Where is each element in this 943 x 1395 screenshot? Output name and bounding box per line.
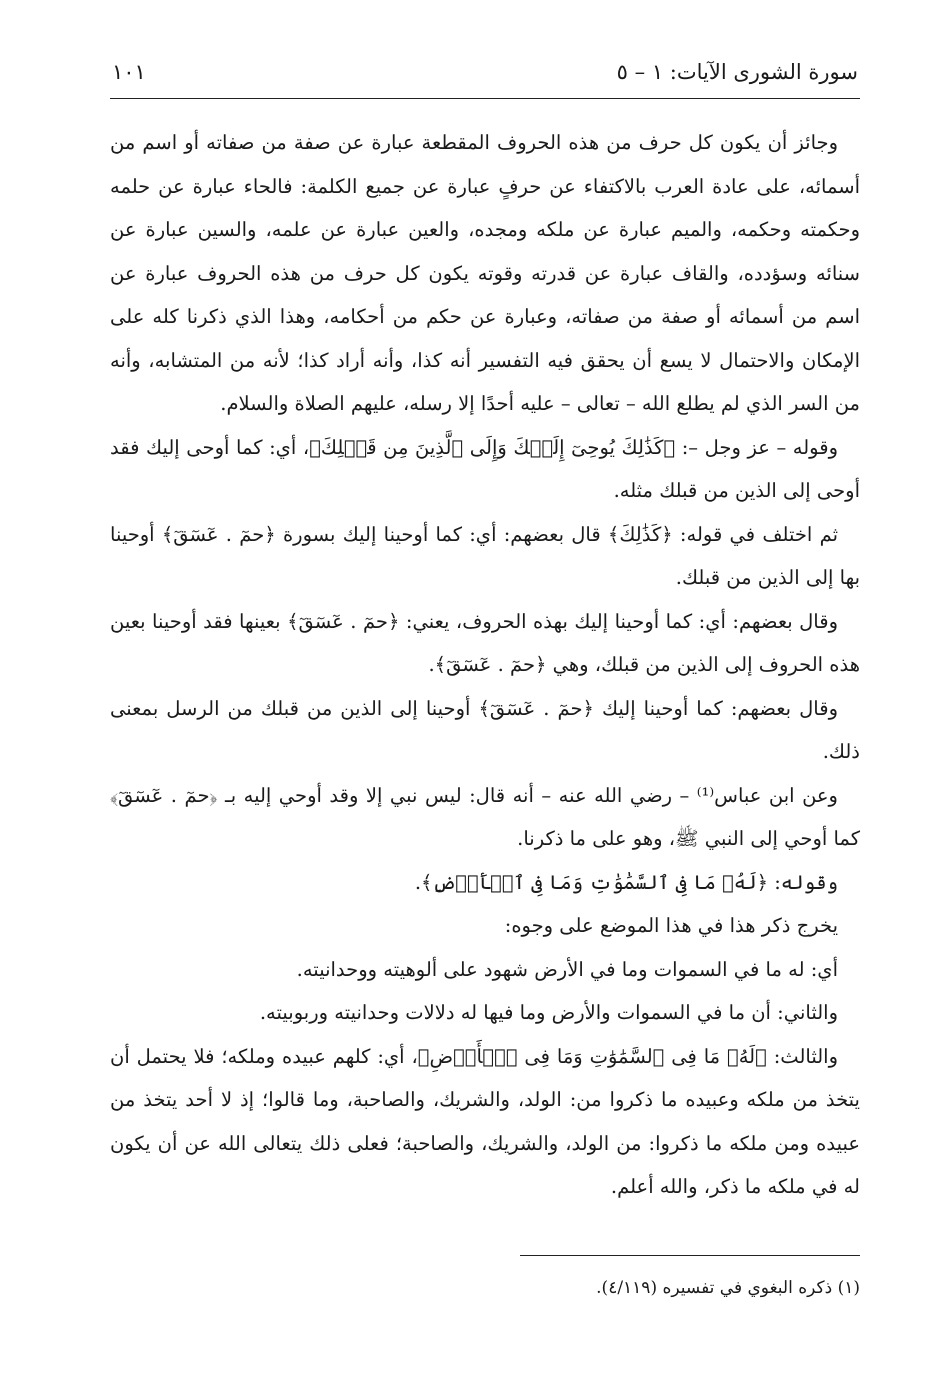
paragraph: وعن ابن عباس⁽¹⁾ – رضي الله عنه – أنه قال: ليس نبي إلا وقد أوحي إليه بـ ﴿حمٓ . عٓسٓقٓ﴾ كما أوحي إلى النبي ﷺ، وهو على ما ذكرنا. <box>110 783 860 850</box>
body-text <box>110 121 860 1209</box>
paragraph: أي: له ما في السموات وما في الأرض شهود على ألوهيته ووحدانيته. <box>296 957 838 981</box>
footnote: (١) ذكره البغوي في تفسيره (٤/١١٩). <box>596 1278 860 1298</box>
paragraph: وقوله: ﴿لَهُۥ مَا فِى ٱلسَّمَٰوَٰتِ وَمَا فِى ٱلۡأَرۡضِ﴾. <box>414 870 838 894</box>
paragraph: وقال بعضهم: أي: كما أوحينا إليك بهذه الحروف، يعني: ﴿حمٓ . عٓسٓقٓ﴾ بعينها فقد أوحينا بعين هذه الحروف إلى الذين من قبلك، وهي ﴿حمٓ . عٓسٓقٓ﴾. <box>110 609 860 676</box>
footnote-divider <box>520 1255 860 1256</box>
paragraph: وجائز أن يكون كل حرف من هذه الحروف المقطعة عبارة عن صفة من صفاته أو اسم من أسمائه، على عادة العرب بالاكتفاء عن حرفٍ عبارة عن جميع الكلمة: فالحاء عبارة عن حلمه وحكمته وحكمه، والميم عبارة عن ملكه ومجده، والعين عبارة عن علمه، والسين عبارة عن سنائه وسؤدده، والقاف عبارة عن قدرته وقوته يكون كل حرف من هذه الحروف عبارة عن اسم من أسمائه أو صفة من صفاته، وعبارة عن حكم من أحكامه، وهذا الذي ذكرنا كله على الإمكان والاحتمال لا يسع أن يحقق فيه التفسير أنه كذا، وأنه أراد كذا؛ لأنه من المتشابه، وأنه من السر الذي لم يطلع الله – تعالى – عليه أحدًا إلا رسله، عليهم الصلاة والسلام. <box>110 131 860 415</box>
paragraph: والثالث: ﴿لَهُۥ مَا فِى ٱلسَّمَٰوَٰتِ وَمَا فِى ٱلۡأَرۡضِ﴾، أي: كلهم عبيده وملكه؛ فلا يحتمل أن يتخذ من ملكه وعبيده ما ذكروا من: الولد، والشريك، والصاحبة، وما قالوا؛ إذ لا أحد يتخذ من عبيده ومن ملكه ما ذكروا: من الولد، والشريك، والصاحبة؛ فعلى ذلك يتعالى الله عن أن يكون له في ملكه ما ذكر، والله أعلم. <box>110 1044 860 1198</box>
page-number: ١٠١ <box>112 60 146 84</box>
paragraph: وقال بعضهم: كما أوحينا إليك ﴿حمٓ . عٓسٓقٓ﴾ أوحينا إلى الذين من قبلك من الرسل بمعنى ذلك. <box>110 696 860 763</box>
paragraph: والثاني: أن ما في السموات والأرض وما فيها له دلالات وحدانيته وربوبيته. <box>259 1001 838 1024</box>
running-title: سورة الشورى الآيات: ١ – ٥ <box>616 60 858 84</box>
page-header <box>110 60 860 99</box>
paragraph: وقوله – عز وجل –: ﴿كَذَٰلِكَ يُوحِىٓ إِلَيۡكَ وَإِلَى ٱلَّذِينَ مِن قَبۡلِكَ﴾، أي: كما أوحى إليك فقد أوحى إلى الذين من قبلك مثله. <box>110 435 860 502</box>
book-page <box>110 60 860 1360</box>
paragraph: ثم اختلف في قوله: ﴿كَذَٰلِكَ﴾ قال بعضهم: أي: كما أوحينا إليك بسورة ﴿حمٓ . عٓسٓقٓ﴾ أوحينا بها إلى الذين من قبلك. <box>110 522 860 589</box>
paragraph: يخرج ذكر هذا في هذا الموضع على وجوه: <box>504 914 838 937</box>
footnotes <box>110 1255 860 1302</box>
